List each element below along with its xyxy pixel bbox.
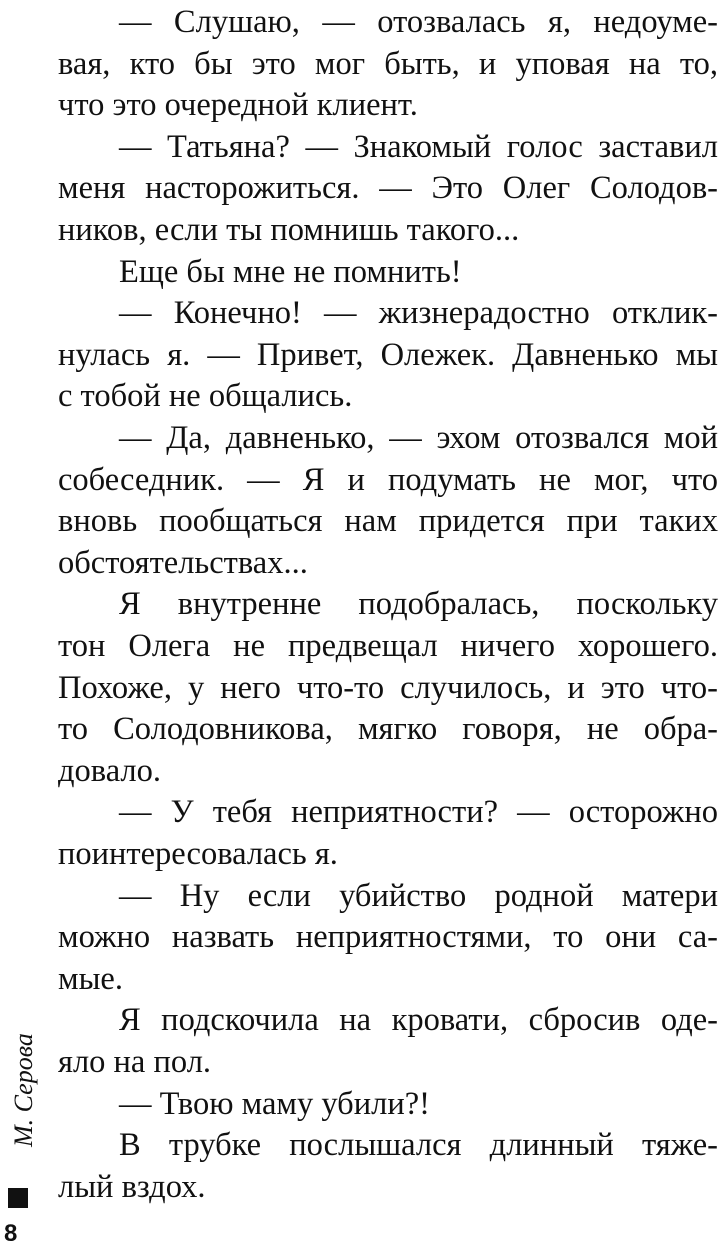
text-line: с тобой не общались.: [58, 378, 353, 415]
text-line: меня насторожиться. — Это Олег Солодов-: [58, 170, 718, 207]
page-number: 8: [4, 1220, 18, 1247]
text-line: — Ну если убийство родной матери: [119, 877, 718, 914]
text-line: вновь пообщаться нам придется при таких: [58, 503, 718, 540]
text-line: Похоже, у него что-то случилось, и это что-: [58, 669, 718, 706]
text-line: — Да, давненько, — эхом отозвался мой: [119, 420, 718, 456]
text-line: то Солодовникова, мягко говоря, не обра-: [58, 711, 718, 748]
text-line: — Слушаю, — отозвалась я, недоуме-: [119, 4, 718, 40]
text-line: обстоятельствах...: [58, 544, 308, 581]
text-line: Еще бы мне не помнить!: [119, 253, 462, 290]
text-line: — У тебя неприятности? — осторожно: [119, 794, 718, 831]
text-line: Я внутренне подобралась, поскольку: [119, 586, 718, 623]
text-line: лый вздох.: [58, 1168, 206, 1205]
text-line: — Конечно! — жизнерадостно отклик-: [119, 295, 718, 332]
text-line: В трубке послышался длинный тяже-: [119, 1127, 718, 1164]
text-line: — Твою маму убили?!: [119, 1085, 430, 1122]
text-line: нулась я. — Привет, Олежек. Давненько мы: [58, 336, 718, 373]
text-line: довало.: [58, 752, 162, 789]
text-line: ников, если ты помнишь такого...: [58, 212, 520, 248]
text-line: Я подскочила на кровати, сбросив оде-: [119, 1002, 718, 1039]
text-line: яло на пол.: [58, 1044, 212, 1080]
text-line: тон Олега не предвещал ничего хорошего.: [58, 628, 718, 664]
running-head-author: М. Серова: [9, 1033, 38, 1147]
text-line: мые.: [58, 960, 123, 997]
text-line: можно назвать неприятностями, то они са-: [58, 919, 718, 956]
running-head-marker: [8, 1188, 28, 1208]
text-line: что это очередной клиент.: [58, 87, 418, 124]
text-line: собеседник. — Я и подумать не мог, что: [58, 461, 718, 498]
text-line: вая, кто бы это мог быть, и уповая на то,: [58, 45, 718, 82]
text-line: поинтересовалась я.: [58, 836, 338, 872]
text-line: — Татьяна? — Знакомый голос заставил: [119, 128, 718, 165]
